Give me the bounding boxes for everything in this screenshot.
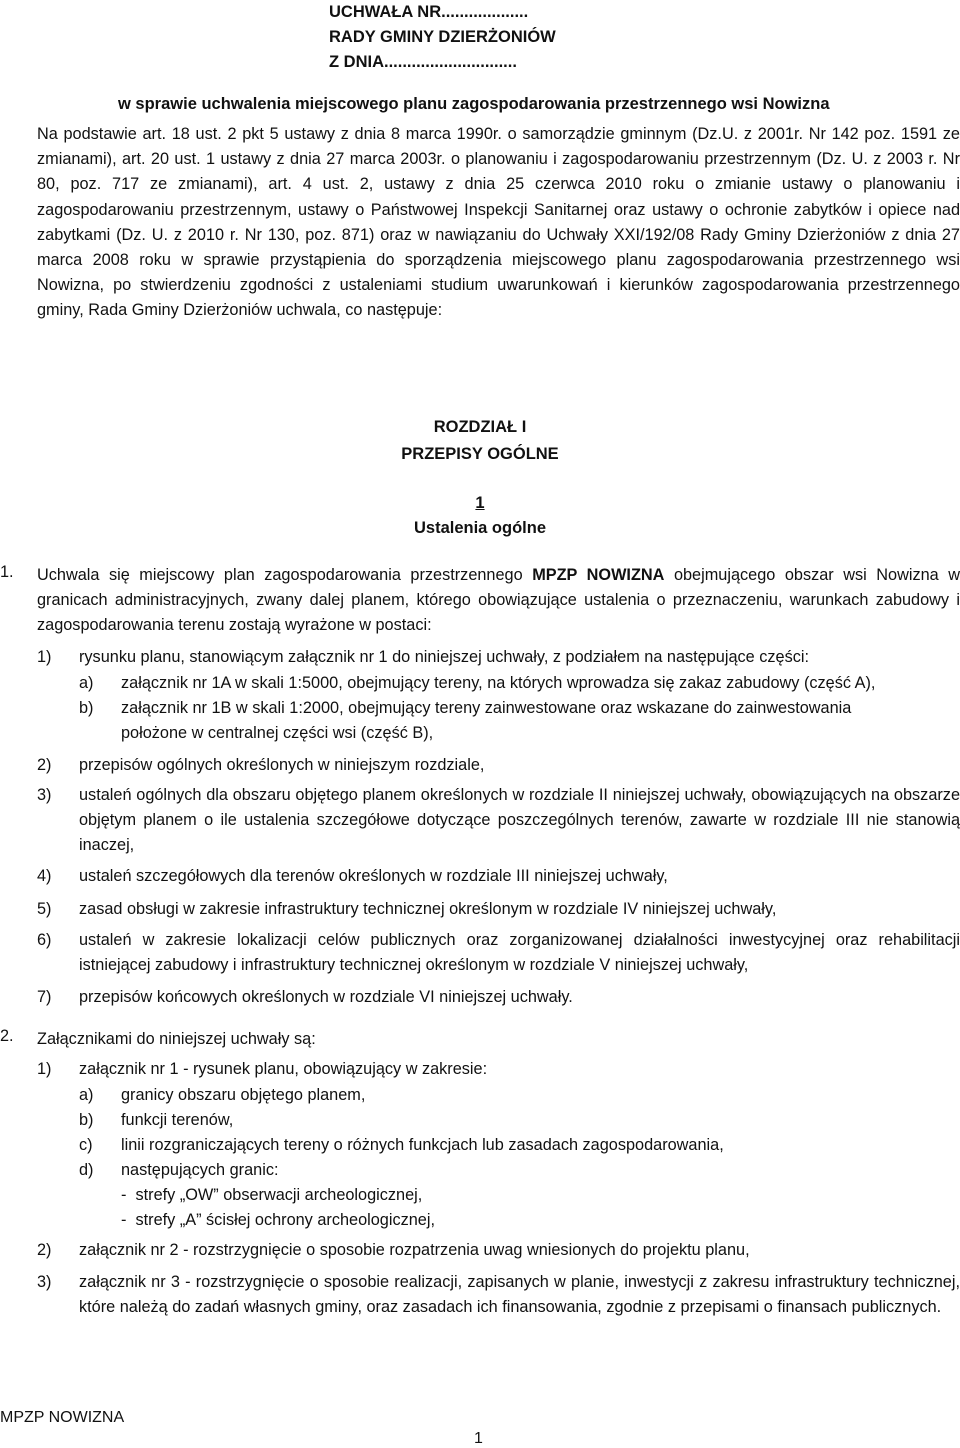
list-item-text: granicy obszaru objętego planem, — [121, 1086, 366, 1104]
list-item-label: 1) — [37, 648, 52, 666]
list-item-text: rysunku planu, stanowiącym załącznik nr 1 do niniejszej uchwały, z podziałem na następujące części: — [79, 648, 810, 666]
list-item-text: zasad obsługi w zakresie infrastruktury technicznej określonym w rozdziale IV niniejszej uchwały, — [79, 900, 777, 918]
resolution-subject: w sprawie uchwalenia miejscowego planu zagospodarowania przestrzennego wsi Nowizna — [118, 95, 830, 113]
list-item-label: 5) — [37, 900, 52, 918]
legal-basis-paragraph: Na podstawie art. 18 ust. 2 pkt 5 ustawy z dnia 8 marca 1990r. o samorządzie gminnym (Dz.U. z 2001r. Nr 142 poz. 1591 ze zmianami), art. 20 ust. 1 ustawy z dnia 27 marca 2003r. o planowaniu i zagospodarowaniu przestrzennym (Dz. U. z 2003 r. Nr 80, poz. 717 ze zmianami), art. 4 ust. 2, ustawy z dnia 25 czerwca 2010 roku o zmianie ustawy o planowaniu i zagospodarowaniu przestrzennym, ustawy o Państwowej Inspekcji Sanitarnej oraz ustawy o ochronie zabytków i opiece nad zabytkami (Dz. U. z 2010 r. Nr 130, poz. 871) oraz w nawiązaniu do Uchwały XXI/192/08 Rady Gminy Dzierżoniów z dnia 27 marca 2008 roku w sprawie przystąpienia do sporządzenia miejscowego planu zagospodarowania przestrzennego wsi Nowizna, po stwierdzeniu zgodności z ustaleniami studium uwarunkowań i kierunków zagospodarowania przestrzennego gminy, Rada Gminy Dzierżoniów uchwala, co następuje: — [37, 125, 960, 320]
resolution-number: UCHWAŁA NR................... — [329, 3, 529, 21]
list-item-text: ustaleń szczegółowych dla terenów określonych w rozdziale III niniejszej uchwały, — [79, 867, 668, 885]
list-item-text: załącznik nr 1 - rysunek planu, obowiązujący w zakresie: — [79, 1060, 488, 1078]
list-item-text: przepisów końcowych określonych w rozdziale VI niniejszej uchwały. — [79, 988, 573, 1006]
list-item-text: załącznik nr 3 - rozstrzygnięcie o sposobie realizacji, zapisanych w planie, inwestycji z zakresu infrastruktury technicznej, które należą do zadań własnych gminy, oraz zasadach ich finansowania, zgodnie z przepisami o finansach publicznych. — [79, 1273, 960, 1317]
footer-document-name: MPZP NOWIZNA — [0, 1409, 125, 1426]
plan-name: MPZP NOWIZNA — [532, 566, 665, 584]
list-item-label: 2) — [37, 756, 52, 774]
list-item-label: 7) — [37, 988, 52, 1006]
list-item-text: załącznik nr 1A w skali 1:5000, obejmujący tereny, na których wprowadza się zakaz zabudowy (część A), — [121, 674, 876, 692]
list-item-label: d) — [79, 1161, 94, 1179]
council-name: RADY GMINY DZIERŻONIÓW — [329, 28, 556, 46]
list-item-label: 2) — [37, 1241, 52, 1259]
section-number-value: 1 — [475, 494, 485, 512]
list-item-label: a) — [79, 674, 94, 692]
dash-text: strefy „A” ścisłej ochrony archeologicznej, — [135, 1211, 435, 1229]
page-number: 1 — [474, 1430, 483, 1447]
paragraph-number: 2. — [0, 1027, 14, 1045]
dash-item — [121, 1183, 422, 1208]
list-item-text: przepisów ogólnych określonych w niniejszym rozdziale, — [79, 756, 485, 774]
list-item-label: 3) — [37, 786, 52, 804]
list-item-text: ustaleń ogólnych dla obszaru objętego planem określonych w rozdziale II niniejszej uchwały, obowiązujących na obszarze objętym planem o ile ustalenia szczegółowe dotyczące poszczególnych terenów, zawarte w rozdziale III nie stanowią inaczej, — [79, 786, 960, 855]
resolution-date: Z DNIA............................. — [329, 53, 517, 71]
list-item-text: załącznik nr 2 - rozstrzygnięcie o sposobie rozpatrzenia uwag wniesionych do projektu planu, — [79, 1241, 750, 1259]
paragraph-text-end: obejmującego obszar wsi Nowizna w granicach administracyjnych, zwany dalej planem, którego obowiązujące ustalenia o przeznaczeniu, warunkach zabudowy i zagospodarowania terenu zostają wyrażone w postaci: — [37, 566, 960, 635]
list-item-label: 3) — [37, 1273, 52, 1291]
dash-item — [121, 1208, 435, 1233]
list-item-text: funkcji terenów, — [121, 1111, 234, 1129]
paragraph-text — [37, 563, 960, 639]
list-item-label: 4) — [37, 867, 52, 885]
paragraph-text-start: Uchwala się miejscowy plan zagospodarowania przestrzennego — [37, 566, 533, 584]
list-item-label: c) — [79, 1136, 93, 1154]
list-item-label: b) — [79, 699, 94, 717]
list-item-text: następujących granic: — [121, 1161, 279, 1179]
list-item-text: załącznik nr 1B w skali 1:2000, obejmujący tereny zainwestowane oraz wskazane do zainwestowania położone w centralnej części wsi (część B), — [121, 699, 852, 743]
paragraph-number: 1. — [0, 563, 14, 581]
section-number — [0, 494, 960, 513]
paragraph-text: Załącznikami do niniejszej uchwały są: — [37, 1030, 316, 1048]
dash-marker: - — [121, 1186, 127, 1204]
list-item-label: 6) — [37, 931, 52, 949]
section-title: Ustalenia ogólne — [413, 519, 547, 537]
chapter-title: ROZDZIAŁ I — [433, 418, 527, 436]
list-item-label: 1) — [37, 1060, 52, 1078]
dash-marker: - — [121, 1211, 127, 1229]
list-item-label: b) — [79, 1111, 94, 1129]
list-item-text: ustaleń w zakresie lokalizacji celów publicznych oraz zorganizowanej działalności inwestycyjnej oraz rehabilitacji istniejącej zabudowy i infrastruktury technicznej określonym w rozdziale V niniejszej uchwały, — [79, 931, 960, 975]
list-item-label: a) — [79, 1086, 94, 1104]
dash-text: strefy „OW” obserwacji archeologicznej, — [135, 1186, 423, 1204]
chapter-subtitle: PRZEPISY OGÓLNE — [401, 445, 559, 463]
list-item-text: linii rozgraniczających tereny o różnych funkcjach lub zasadach zagospodarowania, — [121, 1136, 724, 1154]
resolution-header — [329, 0, 556, 75]
